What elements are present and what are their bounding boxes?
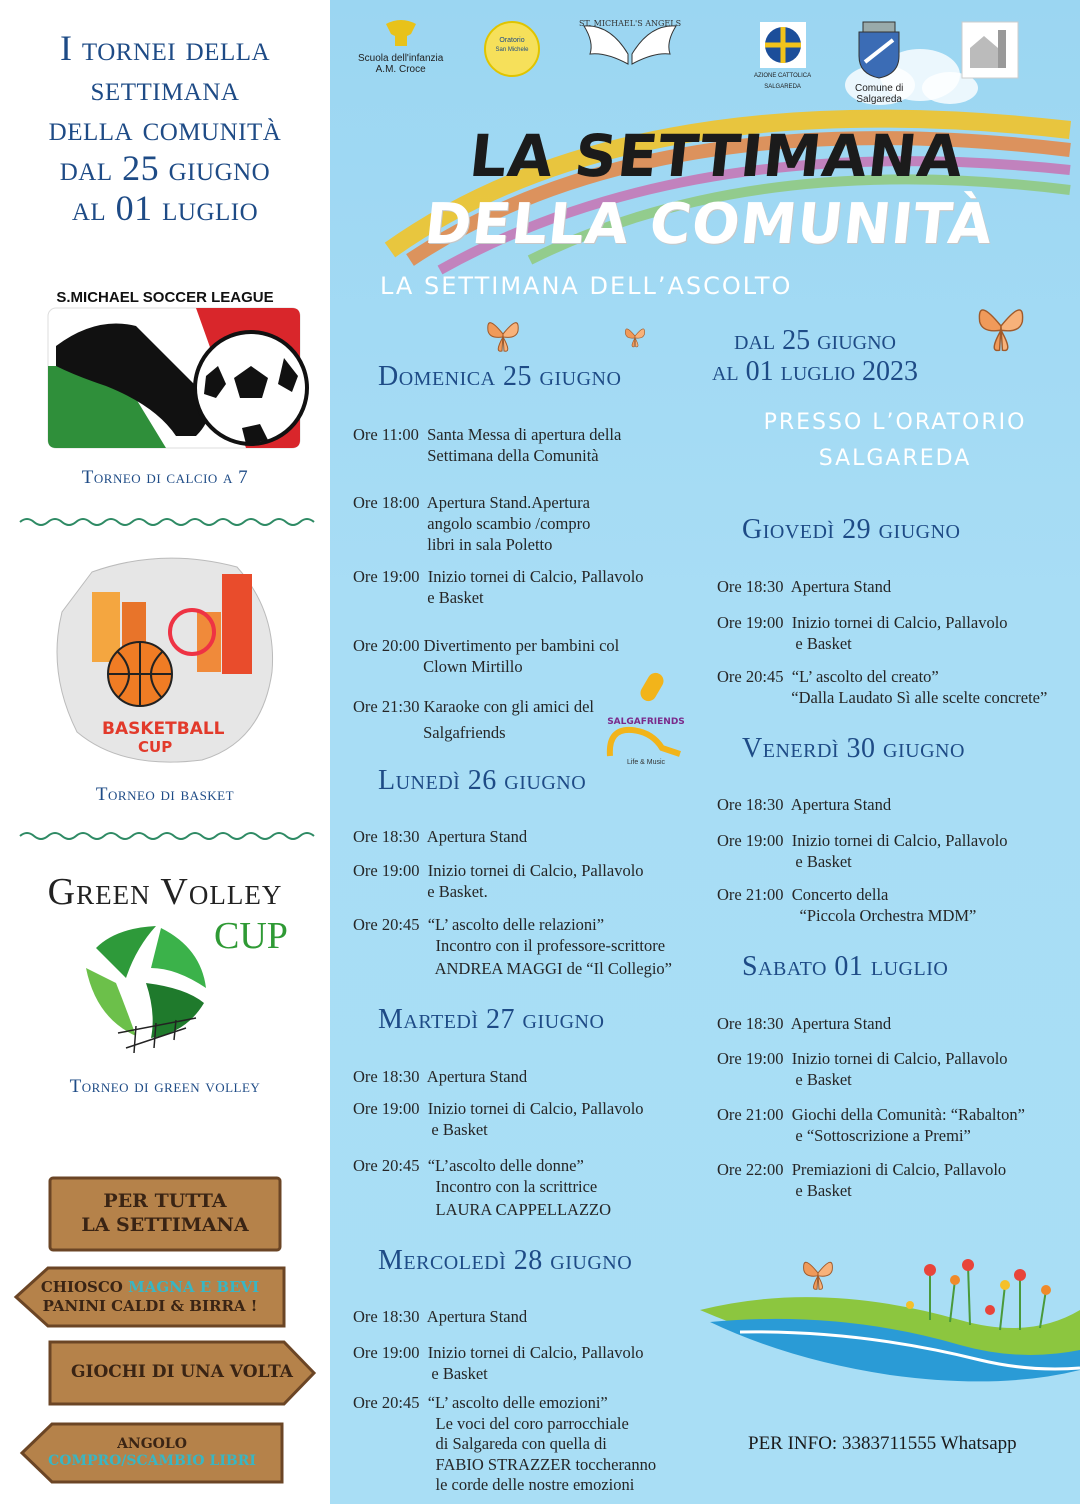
event-line: “Dalla Laudato Sì alle scelte concrete”: [717, 688, 1048, 707]
event-line: Ore 19:00 Inizio tornei di Calcio, Pallavolo: [353, 1099, 644, 1118]
main-title-line1: LA SETTIMANA: [466, 122, 968, 190]
sign-old-games: [48, 1340, 316, 1406]
sponsor-text: ST. MICHAEL'S ANGELS: [578, 19, 682, 28]
dove-icon: [381, 16, 421, 50]
event-line: Ore 20:45 “L’ ascolto del creato”: [717, 667, 939, 686]
sign-kiosk-line1: [41, 1278, 259, 1297]
event-line: e Basket: [353, 1364, 488, 1383]
event-line: Ore 18:30 Apertura Stand: [353, 1067, 528, 1086]
event-line: Ore 21:00 Giochi della Comunità: “Rabalton”: [717, 1105, 1025, 1124]
sponsor-church: [962, 22, 1018, 81]
soccer-caption: Torneo di calcio a 7: [81, 467, 249, 488]
sponsor-text: Scuola dell'infanzia: [358, 53, 444, 64]
event-line: Ore 21:00 Concerto della: [717, 885, 889, 904]
wings-icon: [580, 14, 680, 84]
event-sun-2: [353, 492, 590, 555]
event-sat-3: [717, 1104, 1025, 1146]
event-line: ANDREA MAGGI de “Il Collegio”: [353, 959, 672, 978]
event-sat-4: [717, 1159, 1006, 1201]
event-line: e Basket: [717, 634, 852, 653]
event-line: Ore 20:45 “L’ ascolto delle relazioni”: [353, 915, 605, 934]
cross-icon: [760, 22, 806, 68]
sign-text: CHIOSCO: [40, 1278, 129, 1297]
title-line: dal 25 giugno: [59, 148, 271, 188]
event-line: Ore 19:00 Inizio tornei di Calcio, Pallavolo: [353, 1343, 644, 1362]
soccer-league-name: S.MICHAEL SOCCER LEAGUE: [56, 289, 274, 306]
soccer-logo: [46, 306, 302, 450]
event-line: Le voci del coro parrocchiale: [353, 1413, 629, 1433]
event-line: Settimana della Comunità: [353, 446, 599, 465]
day-heading-friday: Venerdì 30 giugno: [742, 733, 965, 764]
event-sun-5: [353, 694, 594, 746]
title-line: della comunità: [48, 108, 282, 148]
sponsor-text: AZIONE CATTOLICA: [754, 73, 812, 79]
event-line: LAURA CAPPELLAZZO: [353, 1200, 612, 1219]
basketball-cup-text: CUP: [138, 738, 173, 756]
event-line: angolo scambio /compro: [353, 514, 591, 533]
event-tue-2: [353, 1098, 644, 1140]
event-line: Ore 18:00 Apertura Stand.Apertura: [353, 493, 590, 512]
sponsor-angels: [580, 14, 680, 87]
day-heading-monday: Lunedì 26 giugno: [378, 765, 587, 796]
butterfly-icon: [623, 320, 647, 352]
event-sun-3: [353, 566, 644, 608]
church-icon: [962, 22, 1018, 78]
wave-divider: [20, 830, 310, 842]
event-sun-1: [353, 424, 621, 466]
tournaments-title: [0, 28, 330, 228]
event-line: e Basket: [353, 588, 484, 607]
sponsor-azione-cattolica: [754, 22, 811, 93]
venue: [745, 405, 1045, 477]
dates-line: al 01 luglio 2023: [711, 356, 919, 387]
sponsor-text: San Michele: [495, 47, 529, 53]
event-fri-2: [717, 830, 1008, 872]
dates-line: dal 25 giugno: [734, 325, 896, 356]
event-line: “Piccola Orchestra MDM”: [717, 906, 977, 925]
event-sat-1: [717, 1013, 891, 1034]
sign-text: ANGOLO: [117, 1435, 187, 1452]
volleyball-logo: [56, 908, 216, 1063]
event-line: Ore 20:45 “L’ascolto delle donne”: [353, 1156, 584, 1175]
sponsor-oratorio: [483, 20, 541, 81]
title-line: al 01 luglio: [71, 188, 259, 228]
coat-of-arms-icon: [855, 22, 903, 80]
sponsor-text: Oratorio: [499, 37, 525, 44]
event-line: e Basket: [353, 1120, 488, 1139]
event-line: Ore 20:45 “L’ ascolto delle emozioni”: [353, 1393, 608, 1412]
sponsor-text: Salgareda: [856, 94, 902, 105]
venue-line: SALGAREDA: [818, 446, 972, 471]
event-mon-3: [353, 914, 672, 979]
basketball-logo-text: BASKETBALL: [102, 719, 225, 739]
event-line: libri in sala Poletto: [353, 535, 553, 554]
venue-line: PRESSO L’ORATORIO: [763, 410, 1027, 435]
butterfly-icon: [974, 293, 1028, 359]
event-wed-1: [353, 1306, 527, 1327]
sponsor-text: Comune di: [855, 83, 904, 94]
event-line: Ore 19:00 Inizio tornei di Calcio, Pallavolo: [353, 861, 644, 880]
sponsor-comune: [855, 22, 903, 105]
event-line: Ore 18:30 Apertura Stand: [353, 1307, 528, 1326]
event-line: Ore 20:00 Divertimento per bambini col: [353, 636, 620, 655]
event-line: Incontro con la scrittrice: [353, 1177, 598, 1196]
event-dates: [695, 325, 935, 387]
event-line: Ore 18:30 Apertura Stand: [717, 577, 892, 596]
sponsor-scuola-infanzia: [358, 16, 443, 75]
butterfly-icon: [484, 313, 522, 355]
event-thu-2: [717, 612, 1008, 654]
event-line: Ore 19:00 Inizio tornei di Calcio, Pallavolo: [353, 567, 644, 586]
event-fri-3: [717, 884, 976, 926]
sponsor-text: SALGAREDA: [764, 84, 801, 90]
event-line: Ore 19:00 Inizio tornei di Calcio, Pallavolo: [717, 1049, 1008, 1068]
basket-caption: Torneo di basket: [95, 784, 235, 805]
sign-text: GIOCHI DI UNA VOLTA: [70, 1362, 293, 1383]
event-fri-1: [717, 794, 891, 815]
day-heading-thursday: Giovedì 29 giugno: [742, 514, 961, 545]
event-line: e Basket.: [353, 882, 488, 901]
info-contact: PER INFO: 3383711555 Whatsapp: [748, 1433, 1017, 1454]
title-line: settimana: [90, 68, 240, 108]
event-wed-2: [353, 1342, 644, 1384]
event-line: le corde delle nostre emozioni: [353, 1475, 635, 1494]
event-line: FABIO STRAZZER toccheranno: [353, 1454, 657, 1474]
green-volley-cup: CUP: [214, 915, 288, 957]
event-line: Ore 19:00 Inizio tornei di Calcio, Pallavolo: [717, 613, 1008, 632]
event-wed-3: [353, 1393, 656, 1496]
event-line: Ore 18:30 Apertura Stand: [353, 827, 528, 846]
event-thu-3: [717, 666, 1047, 708]
event-line: e Basket: [717, 1070, 852, 1089]
event-line: Ore 22:00 Premiazioni di Calcio, Pallavolo: [717, 1160, 1007, 1179]
sign-all-week: [48, 1176, 282, 1252]
salgafriends-tagline: Life & Music: [626, 759, 666, 766]
event-line: Incontro con il professore-scrittore: [353, 936, 666, 955]
event-line: di Salgareda con quella di: [353, 1434, 607, 1453]
day-heading-saturday: Sabato 01 luglio: [742, 951, 949, 982]
oratorio-logo: [483, 20, 541, 78]
event-line: e Basket: [717, 1181, 852, 1200]
event-line: Salgafriends: [353, 723, 506, 742]
sign-text: PER TUTTA: [103, 1190, 227, 1213]
event-sun-4: [353, 635, 619, 677]
event-line: Clown Mirtillo: [353, 657, 523, 676]
day-heading-sunday: Domenica 25 giugno: [378, 361, 622, 392]
event-sat-2: [717, 1048, 1008, 1090]
event-line: Ore 18:30 Apertura Stand: [717, 1014, 892, 1033]
right-column: [330, 0, 1080, 1504]
subtitle: LA SETTIMANA DELL’ASCOLTO: [380, 272, 793, 300]
sign-text-highlight: COMPRO/SCAMBIO LIBRI: [48, 1453, 256, 1469]
sponsor-text: A.M. Croce: [375, 64, 426, 75]
title-line: I tornei della: [59, 28, 271, 68]
sign-text: LA SETTIMANA: [81, 1214, 249, 1236]
event-thu-1: [717, 576, 891, 597]
salgafriends-logo: [602, 668, 685, 766]
main-title-line2: DELLA COMUNITÀ: [421, 192, 997, 257]
day-heading-tuesday: Martedì 27 giugno: [378, 1004, 605, 1035]
salgafriends-text: SALGAFRIENDS: [607, 717, 685, 727]
rainbow-swoosh: [330, 90, 1080, 290]
green-volley-title: Green Volley: [47, 871, 283, 913]
day-heading-wednesday: Mercoledì 28 giugno: [378, 1245, 633, 1276]
wave-divider: [20, 516, 310, 528]
event-mon-1: [353, 826, 527, 847]
volley-caption: Torneo di green volley: [69, 1076, 261, 1097]
event-tue-1: [353, 1066, 527, 1087]
event-line: e Basket: [717, 852, 852, 871]
event-tue-3: [353, 1155, 611, 1220]
event-mon-2: [353, 860, 644, 902]
sign-kiosk: [14, 1266, 286, 1328]
event-line: Ore 18:30 Apertura Stand: [717, 795, 892, 814]
event-line: Ore 21:30 Karaoke con gli amici del: [353, 697, 594, 716]
sign-text-highlight: MAGNA E BEVI: [128, 1278, 260, 1297]
meadow-illustration: [700, 1250, 1080, 1400]
sign-book-corner: [20, 1422, 284, 1484]
event-line: Ore 19:00 Inizio tornei di Calcio, Pallavolo: [717, 831, 1008, 850]
sign-text: PANINI CALDI & BIRRA !: [42, 1297, 258, 1315]
event-line: e “Sottoscrizione a Premi”: [717, 1126, 971, 1145]
event-line: Ore 11:00 Santa Messa di apertura della: [353, 425, 622, 444]
basketball-logo: [52, 552, 277, 767]
left-column: [0, 0, 330, 1504]
